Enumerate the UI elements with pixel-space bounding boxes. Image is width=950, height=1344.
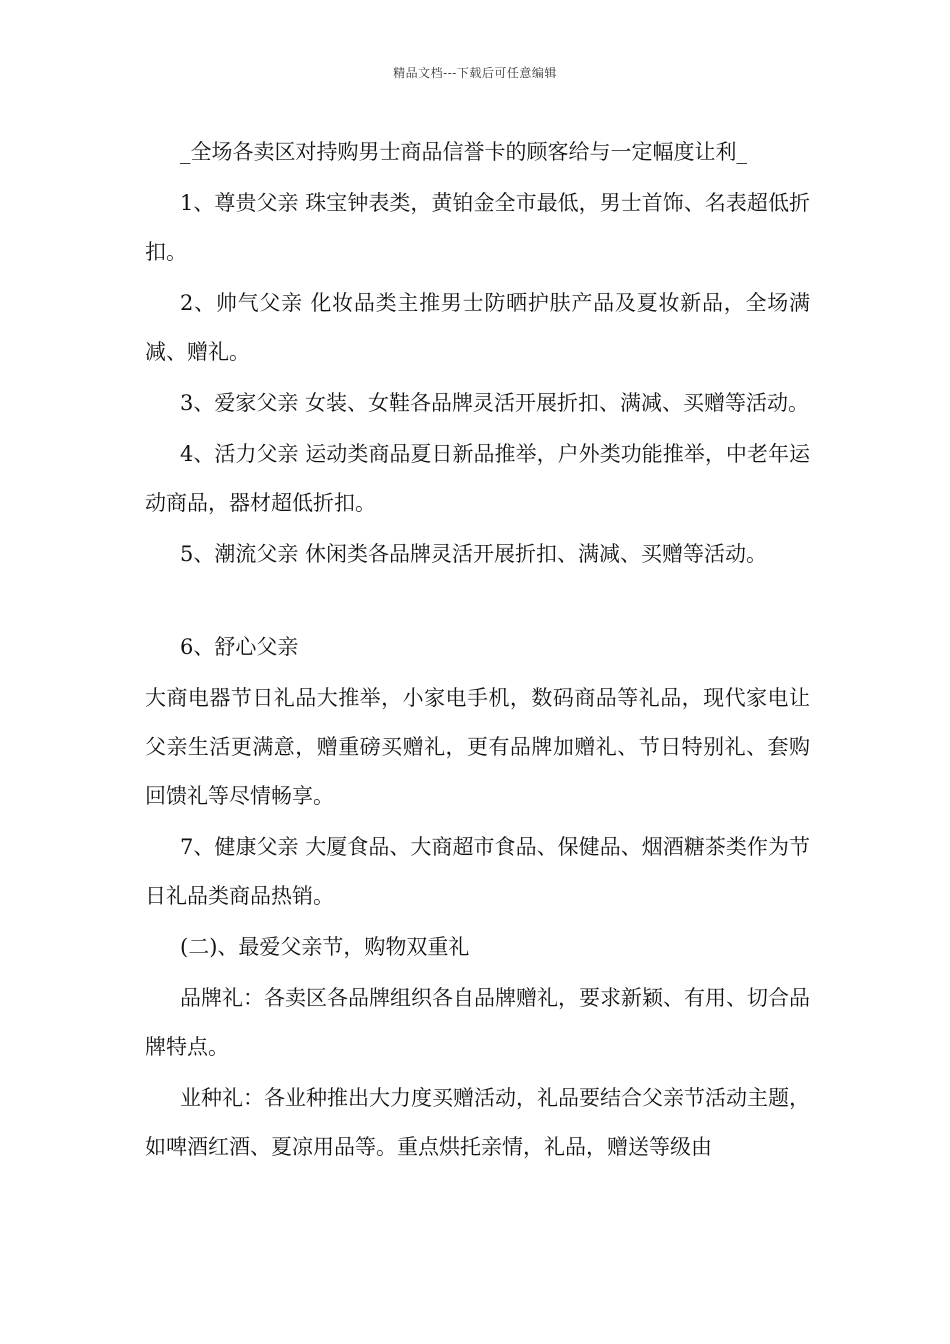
paragraph-brand-gift: 品牌礼：各卖区各品牌组织各自品牌赠礼，要求新颖、有用、切合品牌特点。 bbox=[145, 986, 810, 1059]
paragraph-item-3: 3、爱家父亲 女装、女鞋各品牌灵活开展折扣、满减、买赠等活动。 bbox=[180, 391, 810, 415]
paragraph-item-4: 4、活力父亲 运动类商品夏日新品推举，户外类功能推举，中老年运动商品，器材超低折扣。 bbox=[145, 442, 810, 515]
paragraph-discount-note: _全场各卖区对持购男士商品信誉卡的顾客给与一定幅度让利_ bbox=[180, 140, 747, 164]
page-header: 精品文档---下载后可任意编辑 bbox=[393, 66, 557, 80]
paragraph-item-2: 2、帅气父亲 化妆品类主推男士防晒护肤产品及夏妆新品，全场满减、赠礼。 bbox=[145, 291, 810, 364]
blank-line bbox=[145, 581, 810, 623]
paragraph-item-5: 5、潮流父亲 休闲类各品牌灵活开展折扣、满减、买赠等活动。 bbox=[180, 542, 768, 566]
paragraph-item-6-body: 大商电器节日礼品大推举，小家电手机，数码商品等礼品，现代家电让父亲生活更满意，赠重磅买赠礼，更有品牌加赠礼、节日特别礼、套购回馈礼等尽情畅享。 bbox=[145, 686, 810, 808]
paragraph-item-6-title: 6、舒心父亲 bbox=[180, 635, 299, 659]
paragraph-item-7: 7、健康父亲 大厦食品、大商超市食品、保健品、烟酒糖茶类作为节日礼品类商品热销。 bbox=[145, 835, 810, 908]
document-body bbox=[145, 128, 810, 1174]
section-heading-2: (二)、最爱父亲节，购物双重礼 bbox=[180, 935, 470, 959]
paragraph-item-1: 1、尊贵父亲 珠宝钟表类，黄铂金全市最低，男士首饰、名表超低折扣。 bbox=[145, 191, 810, 264]
paragraph-category-gift: 业种礼：各业种推出大力度买赠活动，礼品要结合父亲节活动主题，如啤酒红酒、夏凉用品等。重点烘托亲情，礼品，赠送等级由 bbox=[145, 1086, 810, 1159]
